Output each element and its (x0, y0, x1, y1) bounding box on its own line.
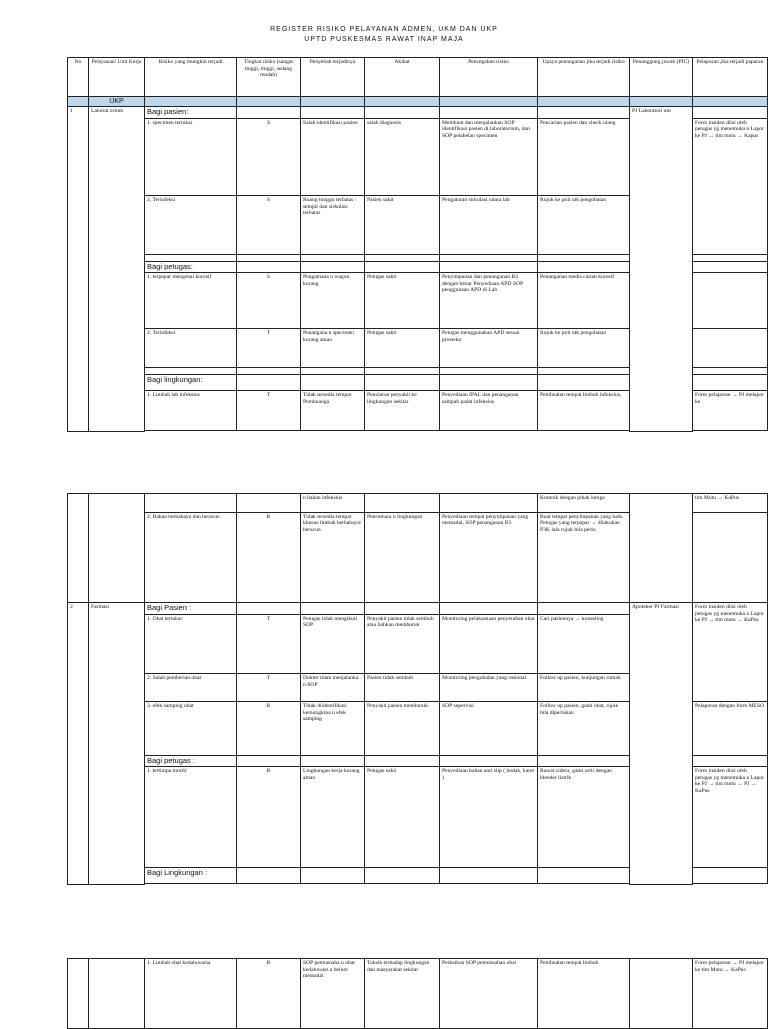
cell-risiko: 2. Terinfeksi (145, 329, 237, 367)
cell-akibat: Petugas sakit (365, 329, 440, 367)
cell-pencegahan: Monitoring pelaksanaan penyerahan obat (440, 614, 538, 674)
cell-tingkat: R (237, 512, 301, 603)
cell-penyebab: Petugas tidak mengikuti SOP (301, 614, 365, 674)
pj-cell: Apoteker PJ Farmasi (630, 603, 693, 885)
cell-pencegahan: Penyimpanan dan penanganan B3 dengan benar Penyediaan APD SOP penggunaan APD di Lab (440, 272, 538, 329)
cell-pencegahan: SOP supervisi (440, 702, 538, 756)
header-tingkat: Tingkat risiko (sangat tinggi, tinggi, sedang rendah) (237, 58, 301, 97)
group-label: Bagi Lingkungan : (145, 867, 237, 883)
cell-upaya: Pembuatan tempat limbah infeksius, (538, 391, 630, 431)
cell-penyebab: Tidak tersedia tempat Pembuanga (301, 391, 365, 431)
cell-pelaporan: Form insiden diisi oleh petugas yg menemuka n Lapor ke PJ → tim mutu → PJ → KaPus (693, 766, 768, 867)
cell-tingkat: T (237, 614, 301, 674)
header-pelaporan: Pelaporan jika terjadi paparan (693, 58, 768, 97)
cell-tingkat: S (237, 272, 301, 329)
header-akibat: Akibat (365, 58, 440, 97)
cell-tingkat: T (237, 391, 301, 431)
cell-upaya: Follow up pasien, ganti obat, rujuk bila diperlukan (538, 702, 630, 756)
header-pj: Penanggung jawab (PIC) (630, 58, 693, 97)
row-no: 2 (68, 603, 89, 885)
cell-penyebab: Lingkungan kerja kurang aman (301, 766, 365, 867)
cell-penyebab: SOP pemusnaha n obat kedaluwars a belum memadai (301, 959, 365, 1029)
header-risiko: Risiko yang mungkin terjadi (145, 58, 237, 97)
cell-upaya: Follow up pasien, kunjungan rumah (538, 674, 630, 702)
cell-upaya: Kontrak dengan pihak ketiga (538, 494, 630, 513)
cell-upaya: Penanganan medis cairan korosif (538, 272, 630, 329)
group-label: Bagi petugas : (145, 755, 237, 766)
cell-risiko: 1. Limbah lab infeksius (145, 391, 237, 431)
cell-pencegahan: Membuat dan menjalankan SOP identifikasi pasien di laboratorium, dan SOP pelabelan specimen (440, 118, 538, 196)
cell-penyebab: Tidak tersedia tempat khusus limbah berbahaya/ beracun (301, 512, 365, 603)
cell-akibat: Penyakit pasien memburuk (365, 702, 440, 756)
group-row-pasien (68, 603, 768, 614)
cell-pencegahan: Penyediaan IPAL dan penanganan sampah padat infeksius (440, 391, 538, 431)
group-label: Bagi petugas: (145, 261, 237, 272)
cell-pencegahan: Penyediaan bahan anti slip ( bodak, karet ) (440, 766, 538, 867)
group-label: Bagi pasien: (145, 107, 237, 118)
group-row-pasien (68, 107, 768, 118)
cell-pelaporan: tim Mutu → KaPus (693, 494, 768, 513)
cell-pelaporan: Form insiden diisi oleh petugas yg menemuka n Lapor ke PJ → tim mutu → KaPus (693, 603, 768, 702)
group-label: Bagi Pasien : (145, 603, 237, 614)
cell-penyebab: Penangana n specimen kurang aman (301, 329, 365, 367)
cell-upaya: Rawat cidera, ganti ortir dengan blender listrik (538, 766, 630, 867)
doc-title-line1: REGISTER RISIKO PELAYANAN ADMEN, UKM DAN UKP (270, 26, 498, 33)
cell-penyebab: Pengamana n wagon kurang (301, 272, 365, 329)
cell-pencegahan: Pengaturan sirkulasi udara lab (440, 196, 538, 255)
cell-upaya: Pencarian pasien dan check ulang (538, 118, 630, 196)
table-row (68, 494, 768, 513)
cell-tingkat: T (237, 674, 301, 702)
cell-risiko: 1. specimen tertukar (145, 118, 237, 196)
cell-tingkat: T (237, 329, 301, 367)
cell-risiko: 1. Obat tertukar (145, 614, 237, 674)
cell-tingkat: R (237, 766, 301, 867)
cell-tingkat: S (237, 196, 301, 255)
group-label: Bagi lingkungan: (145, 374, 237, 390)
cell-pencegahan: Penyediaan tempat penyimpanan yang memadai, SOP penanganan B3 (440, 512, 538, 603)
register-table-page1 (67, 57, 768, 432)
cell-upaya: Buat tempat penyimpanan yang baik. Petugas yang terpapar → dilakukan P3K lalu rujuk bila perlu (538, 512, 630, 603)
cell-akibat: Pasien sakit (365, 196, 440, 255)
cell-tingkat: S (237, 118, 301, 196)
cell-pencegahan: Perbaikan SOP pemusnahan obat (440, 959, 538, 1029)
cell-penyebab: Salah identifikasi pasien (301, 118, 365, 196)
cell-penyebab: Tidak diidentifikasi kemungkina n efek samping (301, 702, 365, 756)
header-pelayanan: Pelayanan/ Unit Kerja (89, 58, 145, 97)
header-penyebab: Penyebab terjadinya (301, 58, 365, 97)
cell-risiko: 2. Salah pemberian obat (145, 674, 237, 702)
doc-title-line2: UPTD PUSKESMAS RAWAT INAP MAJA (304, 36, 464, 43)
header-no: No (68, 58, 89, 97)
header-row (68, 58, 768, 97)
table-row (68, 959, 768, 1029)
cell-upaya: Rujuk ke poli utk pengobatan (538, 196, 630, 255)
cell-pelaporan: Form pelaporan → PJ melapor ke tim Mutu → KaPus (693, 959, 768, 1029)
cell-risiko: 2. Terinfeksi (145, 196, 237, 255)
cell-risiko: 1. terpapar mengenai korosif (145, 272, 237, 329)
cell-risiko: 2. Bahan berbahaya dan beracun (145, 512, 237, 603)
cell-penyebab: Dokter tidak menjalanka n SOP (301, 674, 365, 702)
register-table-page2 (67, 493, 768, 885)
cell-penyebab: Ruang tunggu terbatas / sempit dan sirkulasi terbatas (301, 196, 365, 255)
cell-tingkat: R (237, 959, 301, 1029)
cell-pencegahan: Monitoring pengobatan yang rasional (440, 674, 538, 702)
pj-cell: PJ Laboratori um (630, 107, 693, 432)
cell-risiko: 1. tertimpa mortir (145, 766, 237, 867)
cell-akibat: Petugas sakit (365, 766, 440, 867)
cell-akibat: Pencemara n lingkungan (365, 512, 440, 603)
cell-upaya: Pembuatan tempat limbah (538, 959, 630, 1029)
cell-pelaporan: Pelaporan dengan form MESO (693, 702, 768, 756)
cell-pencegahan: Petugas menggunakan APD sesuai prosedur (440, 329, 538, 367)
cell-pelaporan: Form pelaporan → PJ melapor ke (693, 391, 768, 431)
section-row-ukp (68, 97, 768, 107)
cell-akibat: Pasien tidak sembuh (365, 674, 440, 702)
cell-akibat: salah diagnosis (365, 118, 440, 196)
cell-akibat: Petugas sakit (365, 272, 440, 329)
cell-akibat: Toksik terhadap lingkungan dan masyarakat sekitar (365, 959, 440, 1029)
section-ukp-label: UKP (89, 97, 145, 107)
cell-akibat: Penularan penyakit ke lingkungan sekitar (365, 391, 440, 431)
unit-name: Laborat orium (89, 107, 145, 432)
cell-pelaporan: Form insiden diisi oleh petugas yg menemuka n Lapor ke PJ → tim mutu → Kapus (693, 118, 768, 254)
row-no: 1 (68, 107, 89, 432)
cell-tingkat: R (237, 702, 301, 756)
cell-akibat: Penyakit pasien tidak sembuh atau bahkan memburuk (365, 614, 440, 674)
cell-risiko: 1. Limbah obat kedaluwarsa (145, 959, 237, 1029)
register-table-page3 (67, 958, 768, 1029)
unit-name: Farmasi (89, 603, 145, 885)
header-upaya: Upaya penanganan jika terjadi risiko (538, 58, 630, 97)
cell-penyebab: n bahan infeksius (301, 494, 365, 513)
cell-upaya: Rujuk ke poli utk pengobatan (538, 329, 630, 367)
cell-risiko: 3. efek samping obat (145, 702, 237, 756)
header-pencegahan: Pencegahan risiko (440, 58, 538, 97)
cell-upaya: Cari pasiennya → konseling (538, 614, 630, 674)
